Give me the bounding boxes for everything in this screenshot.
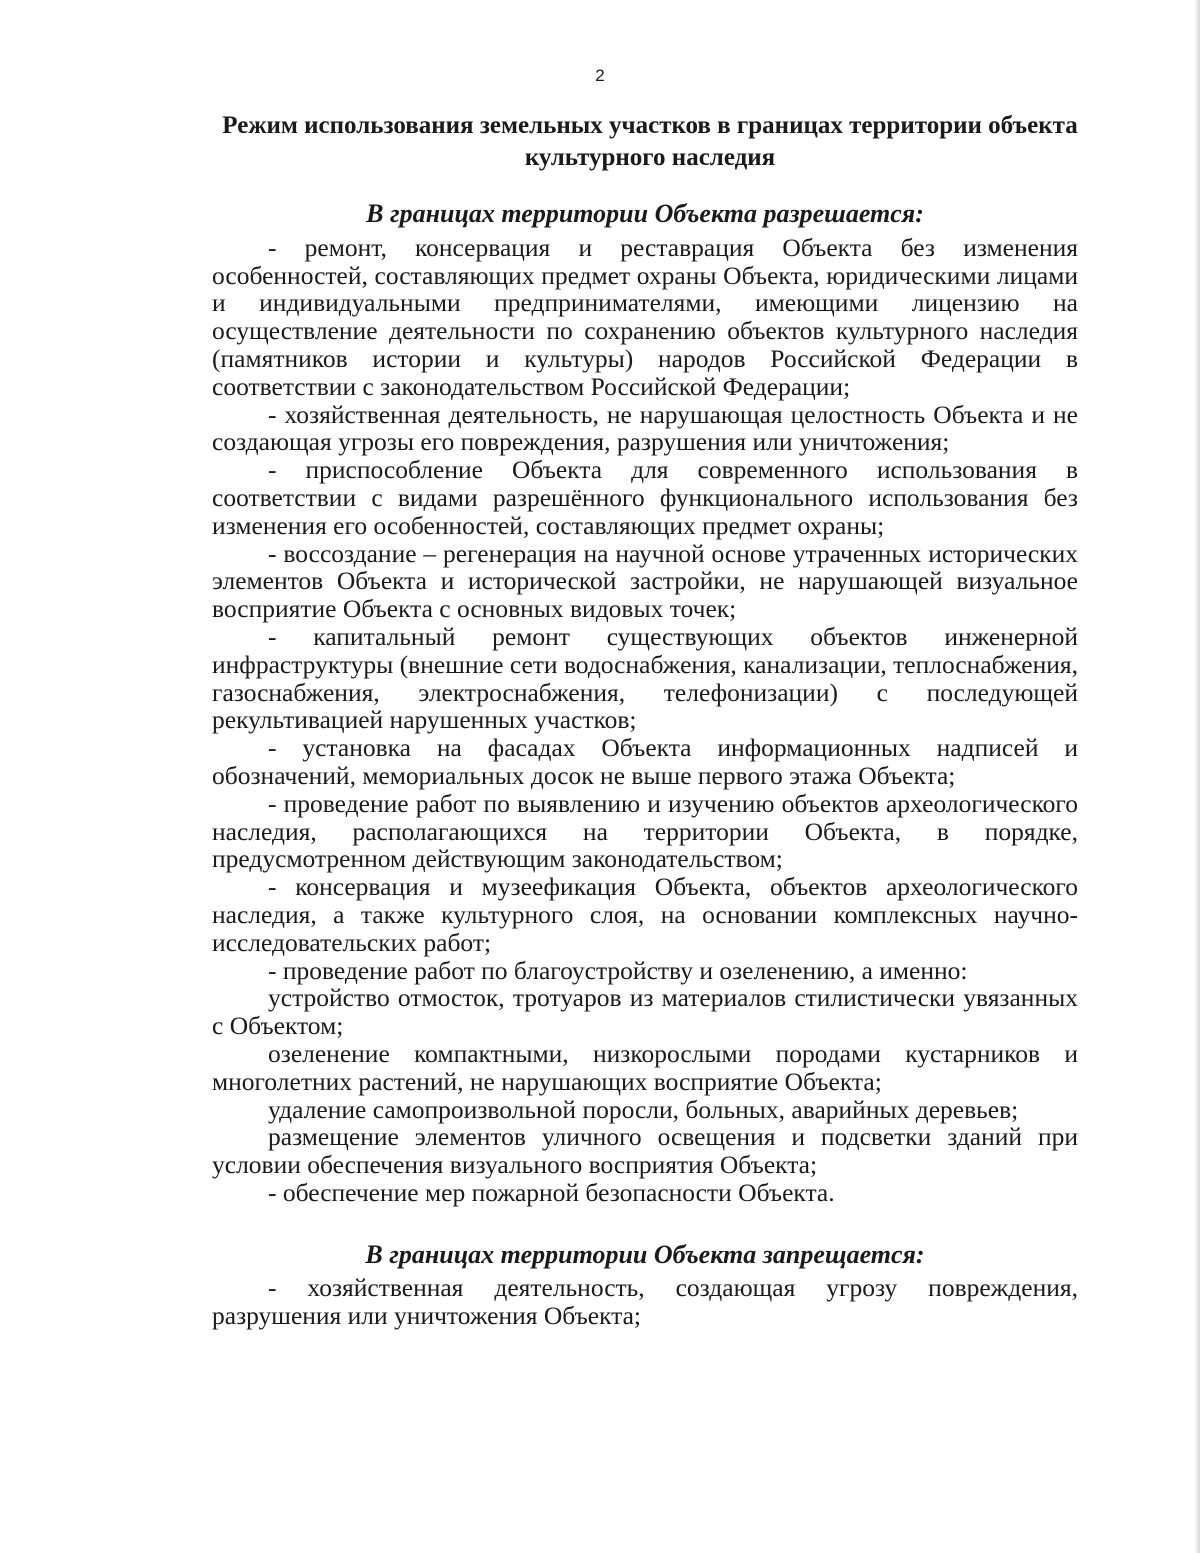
allowed-item: - установка на фасадах Объекта информационных надписей и обозначений, мемориальных досок не выше первого этажа Объекта; — [212, 733, 1078, 790]
allowed-subitem: удаление самопроизвольной поросли, больных, аварийных деревьев; — [268, 1094, 1019, 1124]
document-body — [212, 200, 1078, 1330]
allowed-subitem: озеленение компактными, низкорослыми породами кустарников и многолетних растений, не нарушающих восприятие Объекта; — [212, 1038, 1078, 1096]
prohibited-item: - хозяйственная деятельность, создающая угрозу повреждения, разрушения или уничтожения Объекта; — [212, 1273, 1078, 1331]
section-heading-prohibited: В границах территории Объекта запрещается: — [365, 1239, 925, 1269]
page-number: 2 — [595, 66, 605, 85]
allowed-item: - приспособление Объекта для современного использования в соответствии с видами разрешённого функционального использования без изменения его особенностей, составляющих предмет охраны; — [212, 455, 1078, 540]
allowed-item: - хозяйственная деятельность, не нарушающая целостность Объекта и не создающая угрозы его повреждения, разрушения или уничтожения; — [212, 399, 1078, 457]
scan-edge-shadow — [1194, 0, 1200, 1553]
allowed-item: - консервация и музеефикация Объекта, объектов археологического наследия, а также культурного слоя, на основании комплексных научно-исследовательских работ; — [212, 872, 1078, 957]
allowed-item: - воссоздание – регенерация на научной основе утраченных исторических элементов Объекта и исторической застройки, не нарушающей визуальное восприятие Объекта с основных видовых точек; — [212, 538, 1078, 624]
document-title: Режим использования земельных участков в границах территории объекта культурного наследия — [222, 112, 1078, 171]
allowed-item: - капитальный ремонт существующих объектов инженерной инфраструктуры (внешние сети водоснабжения, канализации, теплоснабжения, газоснабжения, электроснабжения, телефонизации) с последующей рекультивацией нарушенных участков; — [212, 621, 1078, 735]
allowed-item: - проведение работ по благоустройству и озеленению, а именно: — [268, 955, 968, 985]
allowed-subitem: размещение элементов уличного освещения и подсветки зданий при условии обеспечения визуального восприятия Объекта; — [212, 1122, 1078, 1180]
allowed-subitem: устройство отмосток, тротуаров из материалов стилистически увязанных с Объектом; — [212, 983, 1078, 1041]
section-heading-allowed: В границах территории Объекта разрешается: — [366, 199, 924, 228]
allowed-item: - обеспечение мер пожарной безопасности Объекта. — [268, 1177, 835, 1207]
allowed-item: - проведение работ по выявлению и изучению объектов археологического наследия, располагающихся на территории Объекта, в порядке, предусмотренном действующим законодательством; — [212, 788, 1078, 874]
allowed-item: - ремонт, консервация и реставрация Объекта без изменения особенностей, составляющих предмет охраны Объекта, юридическими лицами и индивидуальными предпринимателями, имеющими лицензию на осуществление деятельности по сохранению объектов культурного наследия (памятников истории и культуры) народов Российской Федерации в соответствии с законодательством Российской Федерации; — [212, 232, 1078, 401]
